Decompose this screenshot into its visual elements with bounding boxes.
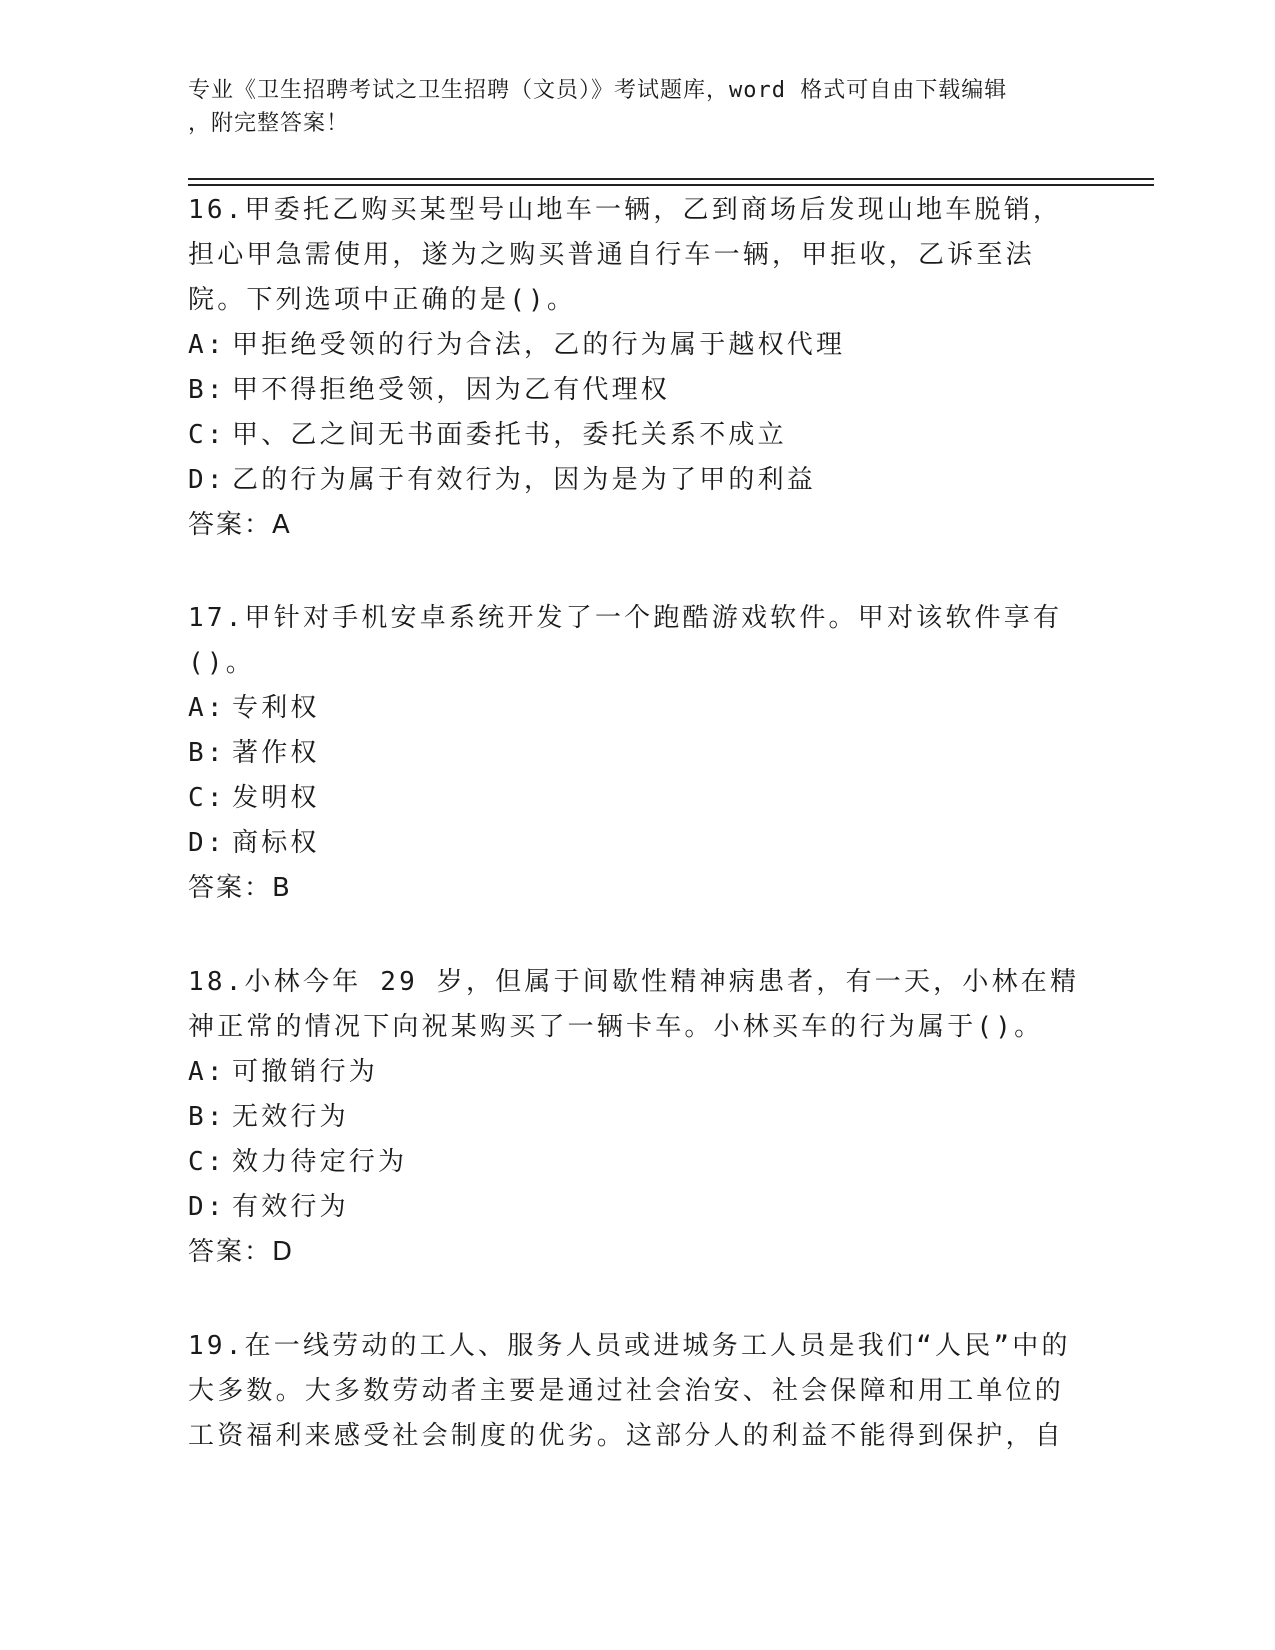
option-text: 甲、乙之间无书面委托书，委托关系不成立 <box>232 420 787 450</box>
option-text: 发明权 <box>232 783 320 813</box>
option-c <box>188 413 1088 458</box>
header-divider-top <box>188 178 1154 180</box>
option-d <box>188 458 1088 503</box>
document-header <box>188 74 1068 140</box>
option-text: 无效行为 <box>232 1102 349 1132</box>
option-letter: B: <box>188 375 226 405</box>
header-line-1: 专业《卫生招聘考试之卫生招聘（文员）》考试题库，word 格式可自由下载编辑 <box>188 78 1008 103</box>
option-a <box>188 323 1088 368</box>
option-d <box>188 1185 1088 1230</box>
header-divider-bottom <box>188 184 1154 186</box>
option-text: 著作权 <box>232 738 320 768</box>
option-text: 效力待定行为 <box>232 1147 408 1177</box>
option-b <box>188 731 1088 776</box>
option-text: 有效行为 <box>232 1192 349 1222</box>
answer-line: 答案：B <box>188 873 292 903</box>
option-text: 乙的行为属于有效行为，因为是为了甲的利益 <box>232 465 817 495</box>
option-letter: C: <box>188 783 226 813</box>
option-letter: B: <box>188 1102 226 1132</box>
question-stem: 16.甲委托乙购买某型号山地车一辆，乙到商场后发现山地车脱销，担心甲急需使用，遂为之购买普通自行车一辆，甲拒收，乙诉至法院。下列选项中正确的是()。 <box>188 195 1063 315</box>
option-b <box>188 368 1088 413</box>
question-17 <box>188 596 1088 911</box>
option-text: 专利权 <box>232 693 320 723</box>
question-16 <box>188 188 1088 548</box>
option-letter: A: <box>188 1057 226 1087</box>
option-letter: A: <box>188 693 226 723</box>
option-text: 甲拒绝受领的行为合法，乙的行为属于越权代理 <box>232 330 846 360</box>
option-letter: D: <box>188 465 226 495</box>
option-c <box>188 1140 1088 1185</box>
option-text: 商标权 <box>232 828 320 858</box>
question-19 <box>188 1324 1088 1459</box>
option-text: 甲不得拒绝受领，因为乙有代理权 <box>232 375 671 405</box>
option-letter: B: <box>188 738 226 768</box>
option-a <box>188 1050 1088 1095</box>
question-stem: 17.甲针对手机安卓系统开发了一个跑酷游戏软件。甲对该软件享有()。 <box>188 603 1063 678</box>
answer-line: 答案：A <box>188 510 292 540</box>
option-a <box>188 686 1088 731</box>
option-c <box>188 776 1088 821</box>
option-letter: C: <box>188 420 226 450</box>
option-letter: A: <box>188 330 226 360</box>
option-letter: D: <box>188 828 226 858</box>
question-stem: 18.小林今年 29 岁，但属于间歇性精神病患者，有一天，小林在精神正常的情况下向祝某购买了一辆卡车。小林买车的行为属于()。 <box>188 967 1080 1042</box>
option-d <box>188 821 1088 866</box>
option-letter: C: <box>188 1147 226 1177</box>
option-letter: D: <box>188 1192 226 1222</box>
header-line-2: ，附完整答案！ <box>188 111 350 136</box>
answer-line: 答案：D <box>188 1237 295 1267</box>
question-stem: 19.在一线劳动的工人、服务人员或进城务工人员是我们“人民”中的大多数。大多数劳动者主要是通过社会治安、社会保障和用工单位的工资福利来感受社会制度的优劣。这部分人的利益不能得到保护，自 <box>188 1331 1071 1451</box>
option-text: 可撤销行为 <box>232 1057 379 1087</box>
option-b <box>188 1095 1088 1140</box>
question-18 <box>188 960 1088 1275</box>
